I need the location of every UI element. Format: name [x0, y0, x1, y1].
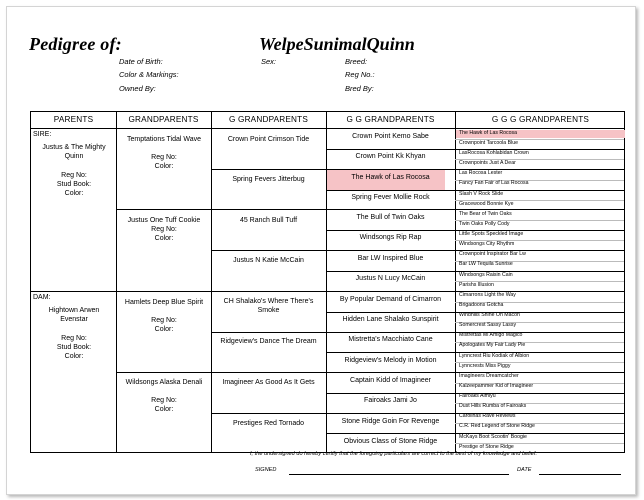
grandparent-reg-no: Reg No:	[151, 226, 177, 233]
ggg-grandparent-name: McKays Boot Scootin' Boogie	[459, 434, 527, 440]
ggg-grandparent-name: Crownpoints Just A Dear	[459, 160, 516, 166]
ggg-grandparent-name: The Hawk of Las Rocosa	[459, 130, 517, 136]
divider	[455, 112, 456, 452]
grandparent-reg-no: Reg No:	[151, 397, 177, 404]
dam-reg-no: Reg No:	[61, 335, 87, 342]
g-grandparent-name: Ridgeview's Dance The Dream	[220, 338, 317, 345]
grandparent-color: Color:	[154, 406, 174, 413]
g-grandparent-name: Prestiges Red Tornado	[232, 420, 305, 427]
ggg-grandparent-name: Twin Oaks Polly Cody	[459, 221, 510, 227]
ggg-grandparent-name: Fancy Fan Fair of Las Rocosa	[459, 180, 529, 186]
g-grandparent-name: 45 Ranch Bull Tuff	[239, 217, 298, 224]
grandparent-name: Hamlets Deep Blue Spirit	[124, 299, 204, 306]
ggg-grandparent-name: Carolinas Rave Reviews	[459, 413, 516, 419]
gg-grandparent-name: Justus N Lucy McCain	[355, 275, 426, 282]
column-header-gg-grandparents: G G GRANDPARENTS	[346, 115, 435, 124]
ggg-grandparent-name: Las Rocosa Lester	[459, 170, 503, 176]
divider	[116, 372, 624, 373]
grandparent-color: Color:	[154, 326, 174, 333]
sire-stud-book: Stud Book:	[56, 181, 92, 188]
ggg-grandparent-name: Crownpoint Tarcoola Blue	[459, 140, 519, 146]
gg-grandparent-name: Obvious Class of Stone Ridge	[343, 438, 438, 445]
divider	[116, 112, 117, 452]
ggg-grandparent-name: Imagineers Dreamcatcher	[459, 373, 519, 379]
ggg-grandparent-name: Windhills Shine On Macon	[459, 312, 520, 318]
ggg-grandparent-name: Kalzeepammer Kid of Imagineer	[459, 383, 534, 389]
breed-label: Breed:	[345, 57, 368, 66]
dam-stud-book: Stud Book:	[56, 344, 92, 351]
ggg-grandparent-name: LasRocosa Kohlabidan Crown	[459, 150, 529, 156]
column-header-g-grandparents: G GRANDPARENTS	[228, 115, 309, 124]
dog-name: WelpeSunimalQuinn	[259, 34, 415, 54]
ggg-grandparent-name: Lynncrests Miss Piggy	[459, 363, 511, 369]
grandparent-color: Color:	[154, 235, 174, 242]
ggg-grandparent-name: Brigadoons Gotcha	[459, 302, 504, 308]
reg-no-label: Reg No.:	[345, 70, 375, 79]
gg-grandparent-name: Spring Fever Mollie Rock	[351, 194, 430, 201]
ggg-grandparent-name: C.R. Red Legend of Stone Ridge	[459, 423, 535, 429]
divider	[211, 250, 624, 251]
gg-grandparent-name: Mistretta's Macchiato Cane	[348, 336, 433, 343]
g-grandparent-name: CH Shalako's Where There's Smoke	[223, 298, 314, 314]
ggg-grandparent-name: Bar LW Tequila Sunrise	[459, 261, 513, 267]
signed-label: SIGNED	[255, 467, 277, 473]
column-header-grandparents: GRANDPARENTS	[128, 115, 199, 124]
gg-grandparent-name: Captain Kidd of Imagineer	[350, 377, 431, 384]
ggg-grandparent-name: Prestige of Stone Ridge	[459, 444, 514, 450]
certification-text: I, the undersigned do hereby certify that the foregoing particulars are correct to the best of my knowledge and belief.	[250, 451, 538, 457]
g-grandparent-name: Justus N Katie McCain	[233, 257, 304, 264]
owned-by-label: Owned By:	[119, 84, 156, 93]
pedigree-table	[30, 111, 625, 453]
ggg-grandparent-name: Little Spots Speckled Image	[459, 231, 524, 237]
sire-name: Justus & The Mighty Quinn	[42, 144, 106, 160]
ggg-grandparent-name: Windsongs City Rhythm	[459, 241, 515, 247]
ggg-grandparent-name: Crownpoint Inspirator Bar Lw	[459, 251, 526, 257]
ggg-grandparent-name: Apologates My Fair Lady Pie	[459, 342, 526, 348]
color-markings-label: Color & Markings:	[119, 70, 179, 79]
ggg-grandparent-name: Mistrettas Mi Amigo Magico	[459, 332, 523, 338]
bred-by-label: Bred By:	[345, 84, 374, 93]
divider	[116, 209, 624, 210]
ggg-grandparent-name: Parishs Illusion	[459, 282, 494, 288]
signature-line	[289, 474, 509, 475]
gg-grandparent-name: Bar LW Inspired Blue	[357, 255, 424, 262]
ggg-grandparent-name: Somercrest Sassy Lassy	[459, 322, 517, 328]
ggg-grandparent-name: Gracewood Bonnie Kye	[459, 201, 514, 207]
pedigree-page	[6, 6, 636, 495]
gg-grandparent-name: Crown Point Kemo Sabe	[352, 133, 429, 140]
gg-grandparent-name: The Bull of Twin Oaks	[356, 214, 425, 221]
sire-color: Color:	[64, 190, 84, 197]
ggg-grandparent-name: The Bear of Twin Oaks	[459, 211, 512, 217]
sire-dam-divider	[31, 291, 624, 292]
sire-reg-no: Reg No:	[61, 172, 87, 179]
date-label: DATE	[517, 467, 532, 473]
divider	[326, 112, 327, 452]
divider	[211, 332, 624, 333]
column-header-parents: PARENTS	[53, 115, 94, 124]
sire-tag: SIRE:	[33, 131, 52, 138]
gg-grandparent-name: The Hawk of Las Rocosa	[351, 174, 430, 181]
ggg-grandparent-name: Slash V Rock Slide	[459, 191, 504, 197]
g-grandparent-name: Imagineer As Good As It Gets	[222, 379, 315, 386]
dam-color: Color:	[64, 353, 84, 360]
gg-grandparent-name: By Popular Demand of Cimarron	[339, 296, 442, 303]
ggg-grandparent-name: Windsongs Raisin Cain	[459, 272, 513, 278]
column-header-ggg-grandparents: G G G GRANDPARENTS	[491, 115, 590, 124]
ggg-grandparent-name: Fairoaks Aimiyu	[459, 393, 496, 399]
dam-name: Hightown Arwen Evenstar	[48, 307, 100, 323]
gg-grandparent-name: Windsongs Rip Rap	[359, 234, 422, 241]
g-grandparent-name: Crown Point Crimson Tide	[227, 136, 310, 143]
gg-grandparent-name: Stone Ridge Goin For Revenge	[341, 418, 440, 425]
sex-label: Sex:	[261, 57, 277, 66]
gg-grandparent-name: Ridgeview's Melody in Motion	[344, 357, 437, 364]
date-line	[539, 474, 621, 475]
gg-grandparent-name: Hidden Lane Shalako Sunspirit	[342, 316, 439, 323]
header-divider	[31, 128, 624, 129]
grandparent-name: Wildsongs Alaska Denali	[125, 379, 203, 386]
grandparent-color: Color:	[154, 163, 174, 170]
divider	[211, 413, 624, 414]
ggg-grandparent-name: Cimarrons Light the Way	[459, 292, 516, 298]
divider	[211, 169, 624, 170]
date-of-birth-label: Date of Birth:	[119, 57, 163, 66]
grandparent-name: Temptations Tidal Wave	[126, 136, 202, 143]
divider	[211, 112, 212, 452]
grandparent-reg-no: Reg No:	[151, 154, 177, 161]
ggg-grandparent-name: Lynncrest Riu Kodiak of Albion	[459, 353, 530, 359]
grandparent-name: Justus One Tuff Cookie	[127, 217, 201, 224]
ggg-grandparent-name: Dust Hills Rumba of Fairoaks	[459, 403, 527, 409]
gg-grandparent-name: Crown Point Kk Khyan	[355, 153, 426, 160]
gg-grandparent-name: Fairoaks Jami Jo	[364, 397, 417, 404]
pedigree-title: Pedigree of:	[29, 34, 122, 54]
g-grandparent-name: Spring Fevers Jitterbug	[232, 176, 305, 183]
grandparent-reg-no: Reg No:	[151, 317, 177, 324]
dam-tag: DAM:	[33, 294, 51, 301]
